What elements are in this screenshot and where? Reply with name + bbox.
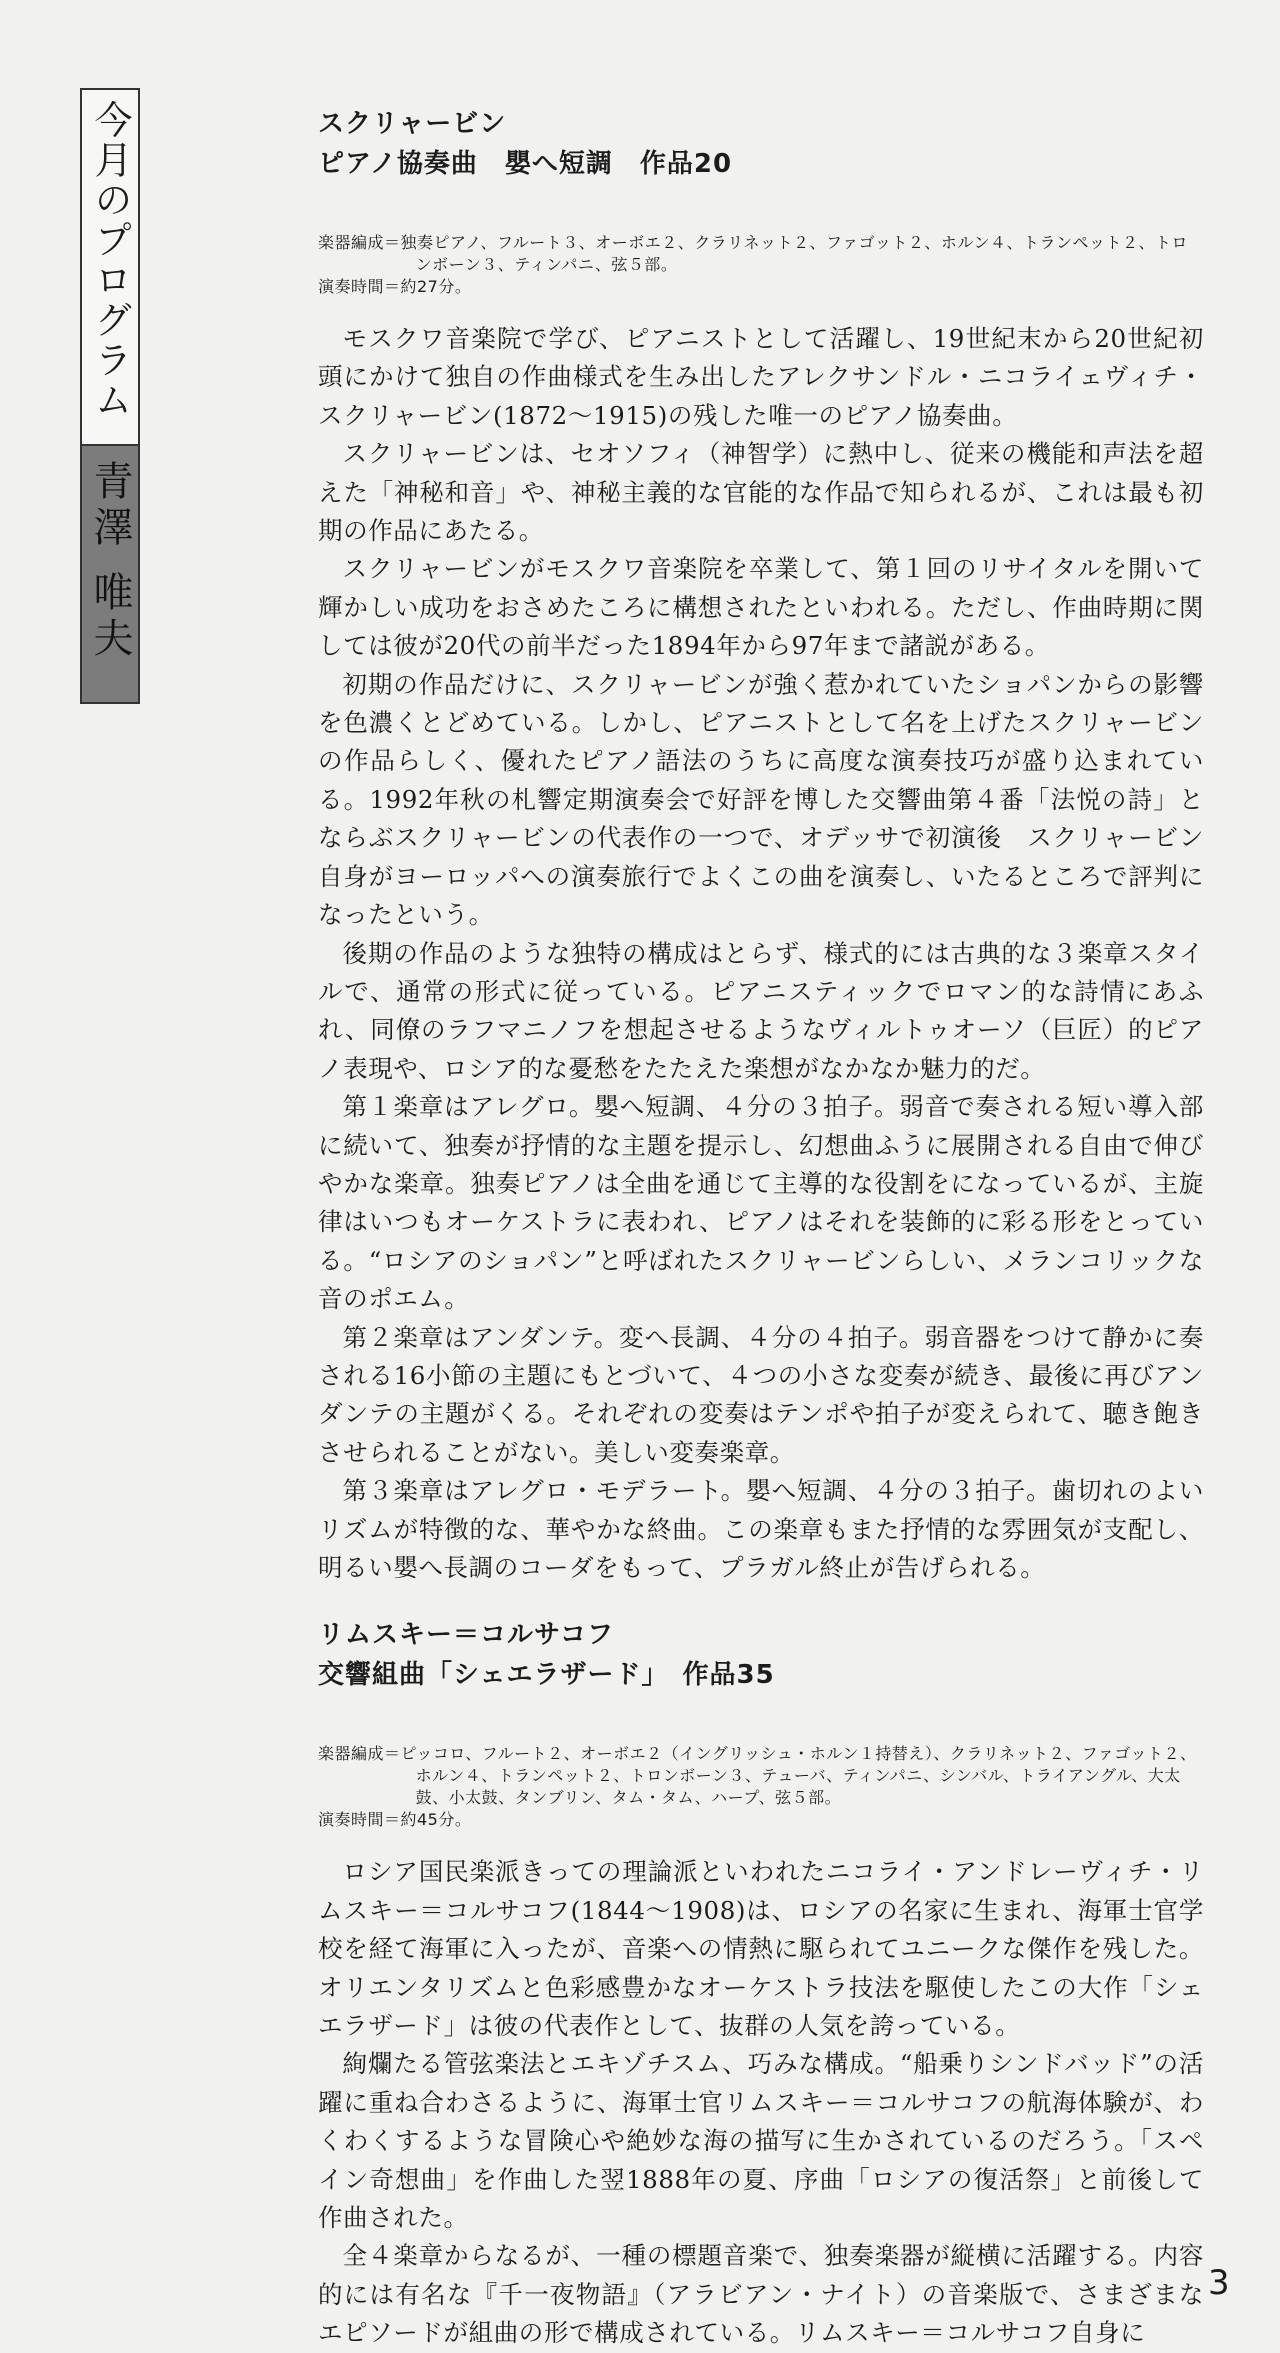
work-title: 交響組曲「シェエラザード」 作品35: [318, 1660, 775, 1691]
section-scriabin: [318, 104, 1204, 1587]
duration: 演奏時間＝約45分。: [318, 1810, 472, 1830]
side-tab-heading-box: [82, 90, 138, 444]
composer-name: リムスキー＝コルサコフ: [318, 1620, 614, 1651]
section-body: [318, 1853, 1204, 2352]
paragraph: モスクワ音楽院で学び、ピアニストとして活躍し、19世紀末から20世紀初頭にかけて独自の作曲様式を生み出したアレクサンドル・ニコライェヴィチ・スクリャービン(1872～1915)の残した唯一のピアノ協奏曲。: [318, 324, 1204, 430]
paragraph: 全４楽章からなるが、一種の標題音楽で、独奏楽器が縦横に活躍する。内容的には有名な『千一夜物語』（アラビアン・ナイト）の音楽版で、さまざまなエピソードが組曲の形で構成されている。リムスキー＝コルサコフ自身に: [318, 2241, 1204, 2348]
paragraph: 第３楽章はアレグロ・モデラート。嬰へ短調、４分の３拍子。歯切れのよいリズムが特徴的な、華やかな終曲。この楽章もまた抒情的な雰囲気が支配し、明るい嬰へ長調のコーダをもって、プラガル終止が告げられる。: [318, 1476, 1204, 1582]
work-details: [318, 1743, 1204, 1831]
work-title: ピアノ協奏曲 嬰へ短調 作品20: [318, 149, 733, 179]
author-name: 青澤 唯夫: [87, 460, 133, 663]
side-tab-heading: 今月のプログラム: [88, 100, 132, 420]
program-side-tab: [80, 88, 140, 704]
work-details: [318, 232, 1204, 298]
paragraph: 後期の作品のような独特の構成はとらず、様式的には古典的な３楽章スタイルで、通常の形式に従っている。ピアニスティックでロマン的な詩情にあふれ、同僚のラフマニノフを想起させるようなヴィルトゥオーソ（巨匠）的ピアノ表現や、ロシア的な憂愁をたたえた楽想がなかなか魅力的だ。: [318, 938, 1204, 1083]
duration: 演奏時間＝約27分。: [318, 277, 472, 296]
instrumentation: 楽器編成＝独奏ピアノ、フルート３、オーボエ２、クラリネット２、ファゴット２、ホルン４、トランペット２、トロンボーン３、ティンパニ、弦５部。: [318, 233, 1188, 274]
paragraph: 初期の作品だけに、スクリャービンが強く惹かれていたショパンからの影響を色濃くとどめている。しかし、ピアニストとして名を上げたスクリャービンの作品らしく、優れたピアノ語法のうちに高度な演奏技巧が盛り込まれている。1992年秋の札響定期演奏会で好評を博した交響曲第４番「法悦の詩」とならぶスクリャービンの代表作の一つで、オデッサで初演後 スクリャービン自身がヨーロッパへの演奏旅行でよくこの曲を演奏し、いたるところで評判になったという。: [318, 669, 1204, 930]
paragraph: 第１楽章はアレグロ。嬰へ短調、４分の３拍子。弱音で奏される短い導入部に続いて、独奏が抒情的な主題を提示し、幻想曲ふうに展開される自由で伸びやかな楽章。独奏ピアノは全曲を通じて主導的な役割をになっているが、主旋律はいつもオーケストラに表われ、ピアノはそれを装飾的に彩る形をとっている。“ロシアのショパン”と呼ばれたスクリャービンらしい、メランコリックな音のポエム。: [318, 1092, 1204, 1314]
page-number: 3: [1208, 2263, 1230, 2303]
section-rimsky-korsakov: [318, 1615, 1204, 2352]
paragraph: 絢爛たる管弦楽法とエキゾチスム、巧みな構成。“船乗りシンドバッド”の活躍に重ね合わさるように、海軍士官リムスキー＝コルサコフの航海体験が、わくわくするような冒険心や絶妙な海の描写に生かされているのだろう。「スペイン奇想曲」を作曲した翌1888年の夏、序曲「ロシアの復活祭」と前後して作曲された。: [318, 2049, 1204, 2233]
paragraph: ロシア国民楽派きっての理論派といわれたニコライ・アンドレーヴィチ・リムスキー＝コルサコフ(1844～1908)は、ロシアの名家に生まれ、海軍士官学校を経て海軍に入ったが、音楽への情熱に駆られてユニークな傑作を残した。オリエンタリズムと色彩感豊かなオーケストラ技法を駆使したこの大作「シェエラザード」は彼の代表作として、抜群の人気を誇っている。: [318, 1857, 1204, 2041]
paragraph: スクリャービンは、セオソフィ（神智学）に熱中し、従来の機能和声法を超えた「神秘和音」や、神秘主義的な官能的な作品で知られるが、これは最も初期の作品にあたる。: [318, 439, 1204, 546]
program-notes: [318, 104, 1204, 2353]
paragraph: 第２楽章はアンダンテ。変へ長調、４分の４拍子。弱音器をつけて静かに奏される16小節の主題にもとづいて、４つの小さな変奏が続き、最後に再びアンダンテの主題がくる。それぞれの変奏はテンポや拍子が変えられて、聴き飽きさせられることがない。美しい変奏楽章。: [318, 1322, 1204, 1467]
side-tab-author-box: [82, 444, 138, 702]
paragraph: スクリャービンがモスクワ音楽院を卒業して、第１回のリサイタルを開いて輝かしい成功をおさめたころに構想されたといわれる。ただし、作曲時期に関しては彼が20代の前半だった1894年から97年まで諸説がある。: [318, 554, 1204, 661]
instrumentation: 楽器編成＝ピッコロ、フルート２、オーボエ２（イングリッシュ・ホルン１持替え）、クラリネット２、ファゴット２、ホルン４、トランペット２、トロンボーン３、テューバ、ティンパニ、シンバル、トライアングル、大太鼓、小太鼓、タンブリン、タム・タム、ハープ、弦５部。: [318, 1744, 1197, 1808]
composer-name: スクリャービン: [318, 109, 507, 139]
section-body: [318, 320, 1204, 1587]
